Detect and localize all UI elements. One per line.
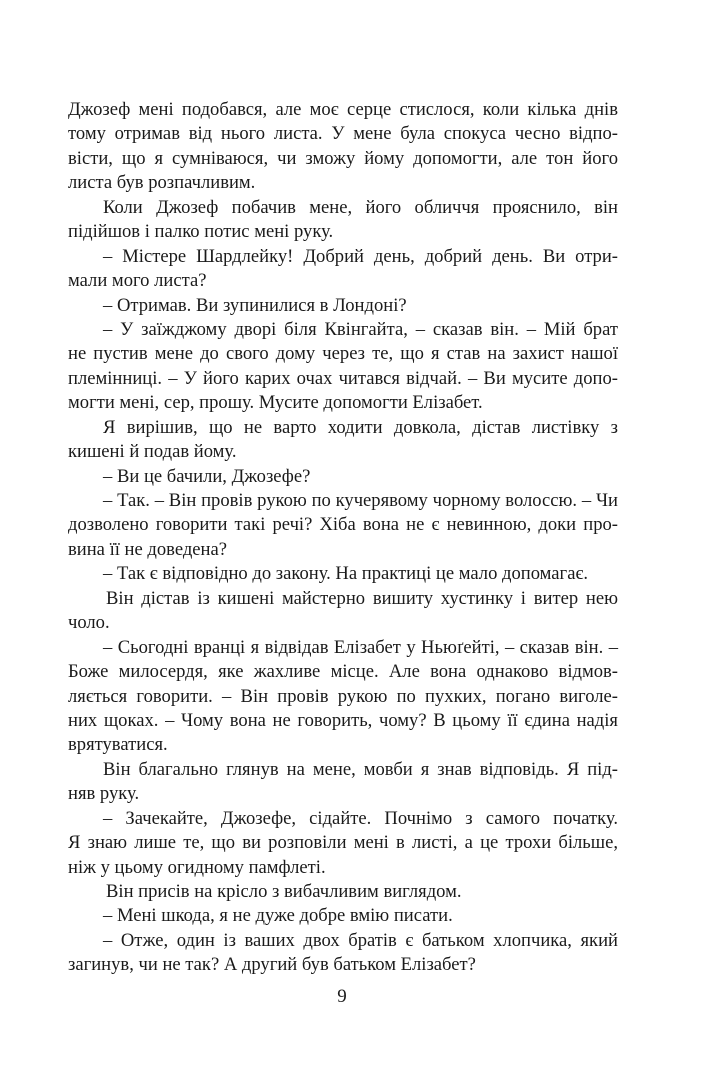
text-line: мали мого листа?	[68, 270, 207, 292]
text-line: – Зачекайте, Джозефе, сідайте. Почнімо з самого початку.	[103, 807, 618, 829]
text-line: не пустив мене до свого дому через те, що я став на захист нашої	[68, 343, 618, 365]
text-line: – У заїжджому дворі біля Квінгайта, – сказав він. – Мій брат	[103, 318, 618, 340]
text-line: листа був розпачливим.	[68, 172, 256, 194]
text-line: Боже милосердя, яке жахливе місце. Але вона однаково відмов-	[68, 661, 618, 683]
text-line: ніж у цьому огидному памфлеті.	[68, 856, 326, 878]
text-line: загинув, чи не так? А другий був батьком Елізабет?	[68, 954, 476, 976]
text-line: Він присів на крісло з вибачливим виглядом.	[106, 881, 462, 902]
text-line: – Так. – Він провів рукою по кучерявому чорному волоссю. – Чи	[103, 490, 618, 511]
text-line: Я вирішив, що не варто ходити довкола, дістав листівку з	[103, 416, 618, 438]
text-line: – Мені шкода, я не дуже добре вмію писати.	[103, 905, 453, 927]
text-line: – Отримав. Ви зупинилися в Лондоні?	[103, 294, 407, 316]
text-line: – Отже, один із ваших двох братів є батьком хлопчика, який	[103, 929, 618, 951]
text-line: вісти, що я сумніваюся, чи зможу йому допомогти, але тон його	[68, 147, 618, 169]
text-line: вина її не доведена?	[68, 538, 228, 560]
text-line: підійшов і палко потис мені руку.	[68, 221, 334, 243]
text-line: – Так є відповідно до закону. На практиці це мало допомагає.	[103, 563, 589, 585]
text-line: племінниці. – У його карих очах читався відчай. – Ви мусите допо-	[68, 367, 618, 389]
text-line: Коли Джозеф побачив мене, його обличчя прояснило, він	[103, 196, 618, 218]
text-line: Він благально глянув на мене, мовби я знав відповідь. Я під-	[103, 758, 618, 780]
text-line: чоло.	[68, 612, 110, 634]
text-line: тому отримав від нього листа. У мене була спокуса чесно відпо-	[68, 123, 618, 145]
text-line: могти мені, сер, прошу. Мусите допомогти Елізабет.	[68, 392, 483, 414]
text-line: Я знаю лише те, що ви розповіли мені в листі, а це трохи більше,	[68, 832, 618, 854]
text-line: них щоках. – Чому вона не говорить, чому? В цьому її єдина надія	[68, 709, 618, 731]
text-line: Джозеф мені подобався, але моє серце стислося, коли кілька днів	[68, 99, 618, 120]
text-line: ляється говорити. – Він провів рукою по пухких, погано виголе-	[68, 685, 618, 707]
text-line: кишені й подав йому.	[68, 441, 237, 463]
text-line: врятуватися.	[68, 734, 168, 756]
text-line: – Сьогодні вранці я відвідав Елізабет у Ньюґейті, – сказав він. –	[103, 636, 618, 658]
text-line: дозволено говорити такі речі? Хіба вона не є невинною, доки про-	[68, 514, 618, 536]
text-line: няв руку.	[68, 783, 140, 805]
body-text	[68, 98, 618, 978]
page-number: 9	[337, 986, 347, 1007]
text-line: – Ви це бачили, Джозефе?	[103, 465, 311, 487]
text-line: Він дістав із кишені майстерно вишиту хустинку і витер нею	[106, 587, 618, 609]
text-line: – Містере Шардлейку! Добрий день, добрий день. Ви отри-	[103, 245, 618, 267]
